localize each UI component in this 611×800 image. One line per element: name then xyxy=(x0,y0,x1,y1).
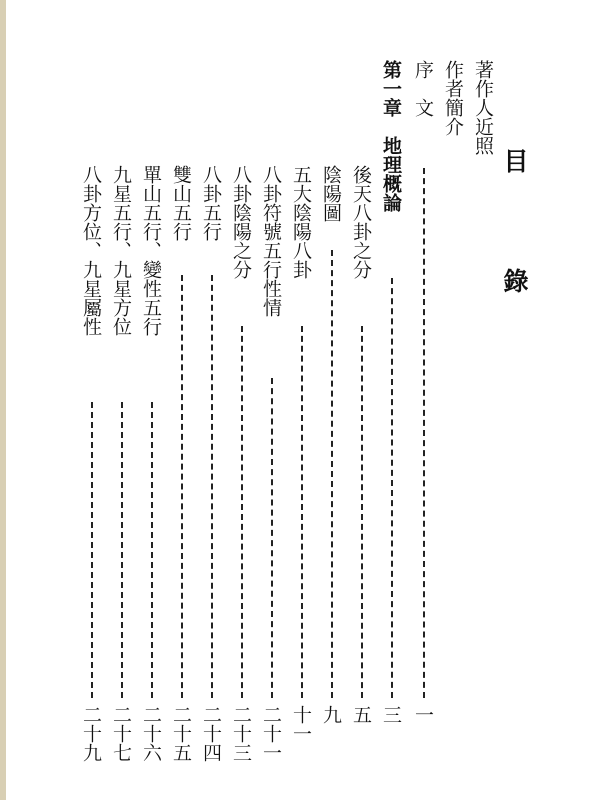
toc-entry-yin-yang-chart[interactable] xyxy=(318,165,344,222)
page-number: 二十三 xyxy=(230,705,252,762)
dotted-leader xyxy=(121,402,123,698)
dotted-leader xyxy=(211,275,213,698)
dotted-leader xyxy=(423,168,425,698)
entry-label: 後天八卦之分 xyxy=(350,165,372,279)
toc-entry-later-heaven[interactable] xyxy=(348,165,374,279)
toc-title-second xyxy=(499,268,531,293)
page-number: 三 xyxy=(380,705,402,724)
book-spine-edge xyxy=(0,0,6,800)
dotted-leader xyxy=(91,402,93,698)
page-number: 十一 xyxy=(290,705,312,743)
page-number: 二十九 xyxy=(80,705,102,762)
dotted-leader xyxy=(241,326,243,698)
page-number: 一 xyxy=(412,705,434,724)
entry-label: 第一章 地理概論 xyxy=(380,60,402,212)
entry-label: 九星五行、九星方位 xyxy=(110,165,132,336)
entry-label: 著作人近照 xyxy=(472,60,494,155)
dotted-leader xyxy=(331,250,333,698)
entry-label: 作者簡介 xyxy=(442,60,464,136)
page-number: 九 xyxy=(320,705,342,724)
toc-entry-bagua-symbols[interactable] xyxy=(258,165,284,317)
dotted-leader xyxy=(271,378,273,698)
dotted-leader xyxy=(301,326,303,698)
page-number: 二十一 xyxy=(260,705,282,762)
toc-entry-bagua-five[interactable] xyxy=(198,165,224,241)
page-number: 二十六 xyxy=(140,705,162,762)
dotted-leader xyxy=(361,326,363,698)
dotted-leader xyxy=(151,402,153,698)
toc-entry-single-mountain[interactable] xyxy=(138,165,164,336)
entry-label: 八卦方位、九星屬性 xyxy=(80,165,102,336)
toc-entry-author-intro[interactable] xyxy=(440,60,466,136)
page-number: 二十五 xyxy=(170,705,192,762)
toc-title-char-1: 目 xyxy=(500,148,529,173)
entry-label: 八卦五行 xyxy=(200,165,222,241)
toc-entry-author-photo[interactable] xyxy=(470,60,496,155)
page-number: 五 xyxy=(350,705,372,724)
toc-entry-nine-star-five[interactable] xyxy=(108,165,134,336)
toc-entry-bagua-direction[interactable] xyxy=(78,165,104,336)
toc-title xyxy=(499,148,531,173)
toc-entry-bagua-yin-yang[interactable] xyxy=(228,165,254,279)
entry-label: 八卦陰陽之分 xyxy=(230,165,252,279)
entry-label: 八卦符號五行性情 xyxy=(260,165,282,317)
dotted-leader xyxy=(391,278,393,698)
toc-entry-chapter-1[interactable] xyxy=(378,60,404,212)
entry-label: 五大陰陽八卦 xyxy=(290,165,312,279)
page-number: 二十四 xyxy=(200,705,222,762)
toc-title-char-2: 錄 xyxy=(500,268,529,293)
toc-entry-preface[interactable] xyxy=(410,60,436,117)
entry-label: 陰陽圖 xyxy=(320,165,342,222)
entry-label: 序 文 xyxy=(412,60,434,117)
toc-entry-double-mountain[interactable] xyxy=(168,165,194,241)
toc-entry-five-yin-yang[interactable] xyxy=(288,165,314,279)
entry-label: 單山五行、變性五行 xyxy=(140,165,162,336)
page-number: 二十七 xyxy=(110,705,132,762)
entry-label: 雙山五行 xyxy=(170,165,192,241)
dotted-leader xyxy=(181,275,183,698)
